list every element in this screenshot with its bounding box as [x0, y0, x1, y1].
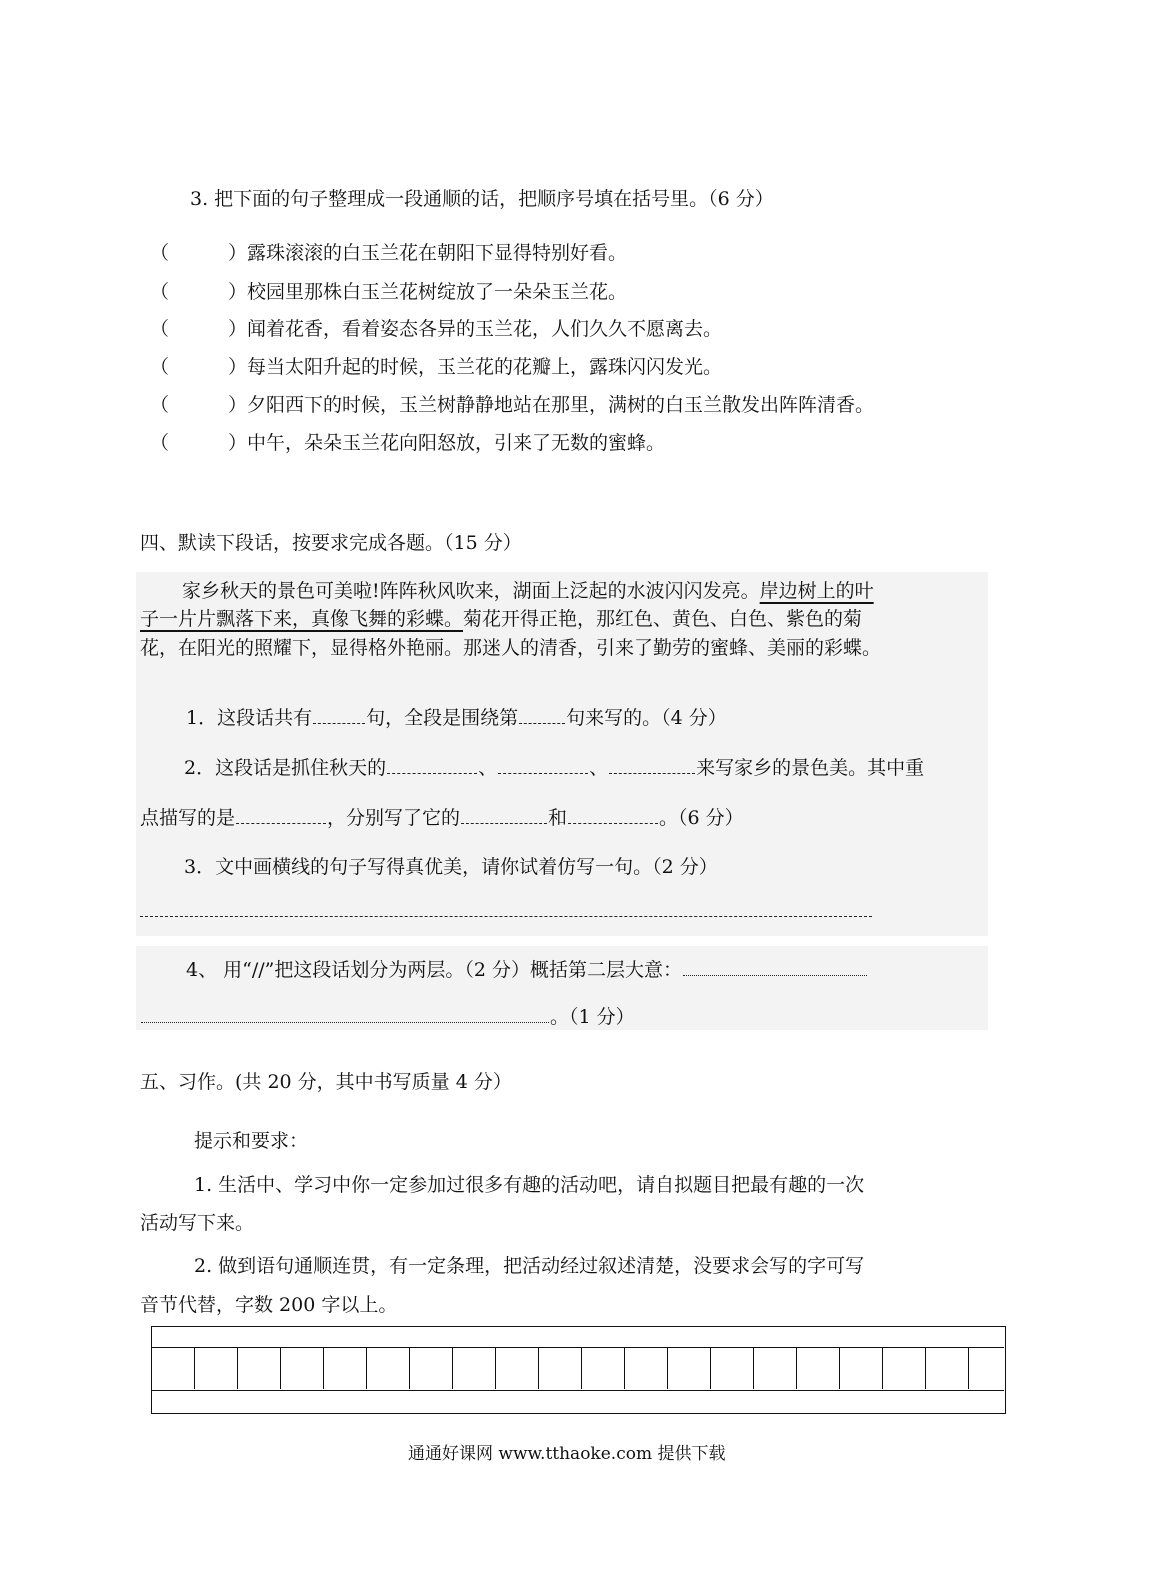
s4-q4-line1: 4、 用“//”把这段话划分为两层。（2 分）概括第二层大意：: [186, 958, 868, 980]
grid-cell[interactable]: [152, 1348, 195, 1389]
req1-line1: 1. 生活中、学习中你一定参加过很多有趣的活动吧，请自拟题目把最有趣的一次: [194, 1174, 865, 1196]
grid-cell[interactable]: [926, 1348, 969, 1389]
req1-line2: 活动写下来。: [140, 1212, 255, 1234]
s4-q3-answer-line[interactable]: [140, 916, 872, 917]
blank-summary-1[interactable]: [683, 958, 867, 976]
s4-q3: 3．文中画横线的句子写得真优美，请你试着仿写一句。（2 分）: [184, 856, 718, 878]
grid-cell[interactable]: [754, 1348, 797, 1389]
section4-heading: 四、默读下段话，按要求完成各题。（15 分）: [140, 532, 522, 554]
grid-cell[interactable]: [840, 1348, 883, 1389]
grid-cell[interactable]: [883, 1348, 926, 1389]
blank-focus[interactable]: [236, 806, 326, 824]
q3-item-5: （ ）夕阳西下的时候，玉兰树静静地站在那里，满树的白玉兰散发出阵阵清香。: [150, 394, 875, 416]
grid-cell[interactable]: [711, 1348, 754, 1389]
blank-feature-1[interactable]: [461, 806, 547, 824]
blank-sentence-number[interactable]: [519, 706, 565, 724]
grid-cell[interactable]: [410, 1348, 453, 1389]
passage-line-1: 家乡秋天的景色可美啦!阵阵秋风吹来，湖面上泛起的水波闪闪发亮。岸边树上的叶: [182, 580, 874, 602]
blank-scene-1[interactable]: [387, 756, 477, 774]
grid-cell[interactable]: [496, 1348, 539, 1389]
q3-item-3: （ ）闻着花香，看着姿态各异的玉兰花，人们久久不愿离去。: [150, 318, 723, 340]
blank-summary-2[interactable]: [141, 1005, 549, 1023]
grid-cell[interactable]: [668, 1348, 711, 1389]
writing-grid-row[interactable]: [152, 1347, 1004, 1391]
req2-line2: 音节代替，字数 200 字以上。: [140, 1294, 398, 1316]
s4-q4-line2: 。（1 分）: [140, 1005, 635, 1027]
grid-cell[interactable]: [539, 1348, 582, 1389]
s4-q2-line2: 点描写的是 ，分别写了它的 和 。（6 分）: [140, 807, 744, 829]
passage-line-3: 花，在阳光的照耀下，显得格外艳丽。那迷人的清香，引来了勤劳的蜜蜂、美丽的彩蝶。: [140, 637, 882, 659]
grid-cell[interactable]: [281, 1348, 324, 1389]
grid-cell[interactable]: [238, 1348, 281, 1389]
blank-sentence-count[interactable]: [313, 706, 365, 724]
grid-cell[interactable]: [582, 1348, 625, 1389]
blank-scene-3[interactable]: [609, 756, 695, 774]
grid-cell[interactable]: [797, 1348, 840, 1389]
q3-item-4: （ ）每当太阳升起的时候，玉兰花的花瓣上，露珠闪闪发光。: [150, 356, 723, 378]
hint-title: 提示和要求：: [194, 1130, 309, 1152]
page-footer: 通通好课网 www.tthaoke.com 提供下载: [408, 1444, 726, 1464]
blank-feature-2[interactable]: [568, 806, 658, 824]
blank-scene-2[interactable]: [498, 756, 588, 774]
grid-cell[interactable]: [367, 1348, 410, 1389]
passage-line-2: 子一片片飘落下来，真像飞舞的彩蝶。菊花开得正艳，那红色、黄色、白色、紫色的菊: [140, 608, 863, 630]
q3-item-6: （ ）中午，朵朵玉兰花向阳怒放，引来了无数的蜜蜂。: [150, 432, 666, 454]
q3-title: 3. 把下面的句子整理成一段通顺的话，把顺序号填在括号里。（6 分）: [190, 188, 774, 210]
s4-q2-line1: 2．这段话是抓住秋天的 、 、 来写家乡的景色美。其中重: [184, 757, 925, 779]
q3-item-1: （ ）露珠滚滚的白玉兰花在朝阳下显得特别好看。: [150, 242, 628, 264]
grid-cell[interactable]: [453, 1348, 496, 1389]
req2-line1: 2. 做到语句通顺连贯，有一定条理，把活动经过叙述清楚，没要求会写的字可写: [194, 1255, 865, 1277]
grid-cell[interactable]: [324, 1348, 367, 1389]
writing-grid: [151, 1326, 1006, 1414]
q3-item-2: （ ）校园里那株白玉兰花树绽放了一朵朵玉兰花。: [150, 281, 628, 303]
section5-heading: 五、习作。(共 20 分，其中书写质量 4 分）: [140, 1071, 512, 1093]
grid-cell[interactable]: [195, 1348, 238, 1389]
grid-cell[interactable]: [625, 1348, 668, 1389]
grid-cell[interactable]: [969, 1348, 1012, 1389]
s4-q1: 1．这段话共有 句，全段是围绕第 句来写的。（4 分）: [186, 707, 727, 729]
